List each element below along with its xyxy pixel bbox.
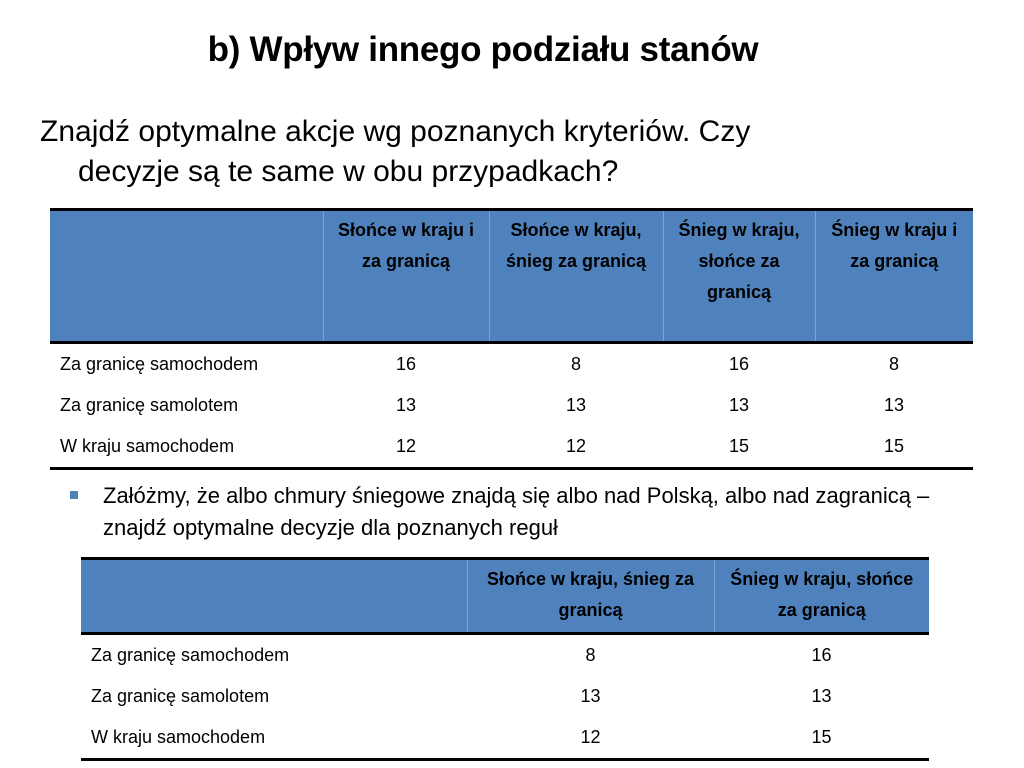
table-cell: 8 bbox=[888, 354, 899, 374]
bullet-text: Załóżmy, że albo chmury śniegowe znajdą się albo nad Polską, albo nad zagranicą – znajdź optymalne decyzje dla poznanych reguł bbox=[103, 483, 930, 540]
bullet-item bbox=[68, 480, 948, 544]
table-cell: 16 bbox=[728, 354, 750, 374]
header-cell-empty bbox=[50, 210, 323, 343]
row-label: Za granicę samolotem bbox=[91, 686, 270, 706]
table-row bbox=[81, 676, 929, 717]
table-cell: 13 bbox=[811, 686, 832, 706]
header-cell-state: Słońce w kraju, śnieg za granicą bbox=[467, 559, 714, 634]
header-cell-state: Śnieg w kraju, słońce za granicą bbox=[714, 559, 929, 634]
header-cell-state: Słońce w kraju i za granicą bbox=[323, 210, 489, 343]
row-label: W kraju samochodem bbox=[91, 727, 266, 747]
table-cell: 15 bbox=[883, 436, 905, 456]
table-cell: 8 bbox=[585, 645, 596, 665]
table-cell: 15 bbox=[811, 727, 832, 747]
header-cell-state: Śnieg w kraju, słońce za granicą bbox=[663, 210, 815, 343]
table-header-row bbox=[81, 559, 929, 634]
header-cell-empty bbox=[81, 559, 467, 634]
row-label: W kraju samochodem bbox=[60, 436, 235, 456]
table-cell: 13 bbox=[883, 395, 905, 415]
slide-title: b) Wpływ innego podziału stanów bbox=[207, 30, 759, 69]
table-row bbox=[50, 343, 973, 386]
table-cell: 16 bbox=[395, 354, 417, 374]
table-cell: 12 bbox=[580, 727, 601, 747]
question-line-2: decyzje są te same w obu przypadkach? bbox=[78, 155, 619, 188]
table-row bbox=[50, 385, 973, 426]
header-cell-state: Śnieg w kraju i za granicą bbox=[815, 210, 973, 343]
table-cell: 8 bbox=[570, 354, 581, 374]
question-line-1: Znajdź optymalne akcje wg poznanych kryteriów. Czy bbox=[40, 115, 751, 148]
table-cell: 13 bbox=[580, 686, 601, 706]
row-label: Za granicę samolotem bbox=[60, 395, 239, 415]
table-cell: 15 bbox=[728, 436, 750, 456]
row-label: Za granicę samochodem bbox=[91, 645, 290, 665]
table-cell: 13 bbox=[395, 395, 417, 415]
header-cell-state: Słońce w kraju, śnieg za granicą bbox=[489, 210, 663, 343]
table-header-row bbox=[50, 210, 973, 343]
bullet-square-icon bbox=[70, 491, 78, 499]
table-cell: 16 bbox=[811, 645, 832, 665]
table-cell: 13 bbox=[565, 395, 587, 415]
table-row bbox=[81, 717, 929, 760]
table-row bbox=[81, 634, 929, 677]
question-text bbox=[40, 112, 980, 192]
table-cell: 12 bbox=[565, 436, 587, 456]
table-cell: 13 bbox=[728, 395, 750, 415]
row-label: Za granicę samochodem bbox=[60, 354, 259, 374]
table-cell: 12 bbox=[395, 436, 417, 456]
table-row bbox=[50, 426, 973, 469]
payoff-table-2-states bbox=[81, 557, 929, 761]
payoff-table-4-states bbox=[50, 208, 973, 470]
